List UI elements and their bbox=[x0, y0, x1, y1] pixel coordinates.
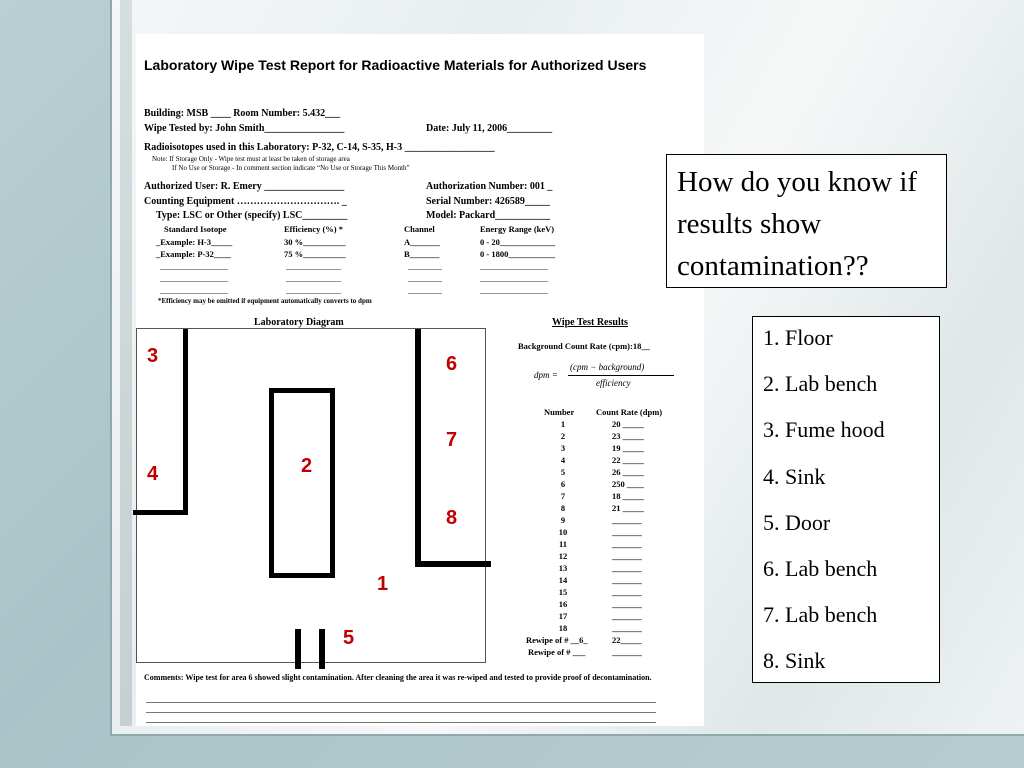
area-label-7: 7 bbox=[446, 429, 458, 451]
results-row-number: 18 bbox=[558, 623, 568, 633]
eff-row-channel: ________ bbox=[408, 261, 442, 271]
results-title: Wipe Test Results bbox=[552, 317, 628, 328]
results-row-number: 7 bbox=[560, 491, 566, 501]
results-row-value: _______ bbox=[612, 575, 642, 585]
eff-row-channel: ________ bbox=[408, 285, 442, 295]
eff-row-efficiency: 30 %__________ bbox=[284, 237, 346, 247]
results-row-value: _______ bbox=[612, 599, 642, 609]
background-count: Background Count Rate (cpm):18__ bbox=[518, 341, 650, 351]
results-row-value: _______ bbox=[612, 551, 642, 561]
results-row-number: 1 bbox=[560, 419, 566, 429]
results-row bbox=[548, 431, 644, 441]
eff-row-channel: ________ bbox=[408, 273, 442, 283]
eff-row-isotope: _Example: P-32____ bbox=[156, 249, 231, 259]
eff-row-energy: 0 - 1800___________ bbox=[480, 249, 556, 259]
comments-line bbox=[146, 712, 656, 713]
results-row-value: 22 _____ bbox=[612, 455, 644, 465]
formula-denominator: efficiency bbox=[596, 378, 631, 388]
eff-row-efficiency: _____________ bbox=[286, 273, 342, 283]
results-row-number: 16 bbox=[558, 599, 568, 609]
area-label-2: 2 bbox=[301, 455, 313, 477]
results-row-number: 3 bbox=[560, 443, 566, 453]
serial-number-line: Serial Number: 426589_____ bbox=[426, 196, 550, 207]
results-row-number: 14 bbox=[558, 575, 568, 585]
question-text: How do you know if results show contamination?? bbox=[677, 166, 918, 282]
area-label-6: 6 bbox=[446, 353, 458, 375]
eff-row-energy: ________________ bbox=[480, 273, 548, 283]
results-row bbox=[548, 527, 642, 537]
authorization-number-line: Authorization Number: 001 _ bbox=[426, 181, 553, 192]
area-label-1: 1 bbox=[377, 573, 389, 595]
eff-row-channel: B_______ bbox=[404, 249, 440, 259]
eff-header-channel: Channel bbox=[404, 224, 435, 234]
legend-item: 8. Sink bbox=[763, 648, 826, 674]
comments-line bbox=[146, 702, 656, 703]
results-row bbox=[548, 455, 644, 465]
eff-row-isotope: _Example: H-3_____ bbox=[156, 237, 233, 247]
fume-hood-wall bbox=[183, 329, 188, 515]
rewipe-label: Rewipe of # __6_ bbox=[526, 635, 588, 645]
results-row-value: 20 _____ bbox=[612, 419, 644, 429]
results-row bbox=[548, 563, 642, 573]
results-row-number: 11 bbox=[558, 539, 568, 549]
counting-equipment-line: Counting Equipment …………………………. _ bbox=[144, 196, 347, 207]
eff-row-channel: A_______ bbox=[404, 237, 440, 247]
results-row-value: 21 _____ bbox=[612, 503, 644, 513]
comments: Comments: Wipe test for area 6 showed slight contamination. After cleaning the area it was re-wiped and tested to provide proof of decontamination. bbox=[144, 673, 652, 682]
results-header-count: Count Rate (dpm) bbox=[596, 407, 663, 417]
model-line: Model: Packard___________ bbox=[426, 210, 551, 221]
legend-item: 7. Lab bench bbox=[763, 602, 878, 628]
rewipe-value: _______ bbox=[612, 647, 642, 657]
results-row-value: 26 _____ bbox=[612, 467, 644, 477]
sink-left-wall bbox=[133, 510, 188, 515]
building-line: Building: MSB ____ Room Number: 5.432___ bbox=[144, 108, 341, 119]
results-row bbox=[548, 479, 644, 489]
results-row-number: 9 bbox=[560, 515, 566, 525]
results-row-value: _______ bbox=[612, 611, 642, 621]
formula-numerator: (cpm − background) bbox=[570, 362, 645, 372]
results-row-number: 2 bbox=[560, 431, 566, 441]
results-row-value: _______ bbox=[612, 527, 642, 537]
results-row bbox=[548, 515, 642, 525]
eff-row-efficiency: _____________ bbox=[286, 285, 342, 295]
right-bench-wall bbox=[415, 329, 421, 567]
laboratory-diagram bbox=[136, 328, 486, 663]
efficiency-footnote: *Efficiency may be omitted if equipment automatically converts to dpm bbox=[158, 297, 372, 305]
area-label-8: 8 bbox=[446, 507, 458, 529]
results-row-value: 23 _____ bbox=[612, 431, 644, 441]
area-label-4: 4 bbox=[147, 463, 159, 485]
formula-fraction-bar bbox=[568, 375, 674, 376]
results-row-value: 19 _____ bbox=[612, 443, 644, 453]
area-label-3: 3 bbox=[147, 345, 159, 367]
eff-row-isotope: ________________ bbox=[160, 285, 228, 295]
legend-item: 2. Lab bench bbox=[763, 371, 878, 397]
legend-item: 3. Fume hood bbox=[763, 417, 885, 443]
date-line: Date: July 11, 2006_________ bbox=[426, 123, 553, 134]
storage-note-1: Note: If Storage Only - Wipe test must at least be taken of storage area bbox=[152, 155, 350, 163]
results-row bbox=[548, 443, 644, 453]
type-line: Type: LSC or Other (specify) LSC_________ bbox=[156, 210, 348, 221]
results-row-value: _______ bbox=[612, 623, 642, 633]
results-row bbox=[548, 575, 642, 585]
results-row bbox=[548, 611, 642, 621]
results-row bbox=[548, 467, 644, 477]
results-row bbox=[548, 599, 642, 609]
door-left bbox=[295, 629, 301, 669]
results-row-value: _______ bbox=[612, 563, 642, 573]
authorized-user-line: Authorized User: R. Emery ________________ bbox=[144, 181, 345, 192]
isotopes-line: Radioisotopes used in this Laboratory: P-32, C-14, S-35, H-3 __________________ bbox=[144, 142, 495, 153]
rewipe-value: 22_____ bbox=[612, 635, 642, 645]
results-row-number: 13 bbox=[558, 563, 568, 573]
wipe-tested-line: Wipe Tested by: John Smith________________ bbox=[144, 123, 345, 134]
legend-item: 5. Door bbox=[763, 509, 831, 535]
formula-lhs: dpm = bbox=[534, 370, 558, 380]
eff-row-energy: 0 - 20_____________ bbox=[480, 237, 556, 247]
results-row-number: 12 bbox=[558, 551, 568, 561]
comments-line bbox=[146, 722, 656, 723]
results-row-number: 6 bbox=[560, 479, 566, 489]
results-row bbox=[548, 587, 642, 597]
results-row bbox=[548, 623, 642, 633]
eff-header-isotope: Standard Isotope bbox=[164, 224, 227, 234]
results-row-number: 8 bbox=[560, 503, 566, 513]
eff-row-energy: ________________ bbox=[480, 285, 548, 295]
rewipe-label: Rewipe of # ___ bbox=[528, 647, 586, 657]
eff-row-efficiency: 75 %__________ bbox=[284, 249, 346, 259]
results-row-number: 15 bbox=[558, 587, 568, 597]
area-legend bbox=[752, 316, 940, 683]
wipe-test-report bbox=[136, 34, 704, 726]
eff-header-energy: Energy Range (keV) bbox=[480, 224, 555, 234]
legend-item: 1. Floor bbox=[763, 325, 833, 350]
results-row bbox=[548, 551, 642, 561]
sink-right-wall bbox=[415, 561, 491, 567]
eff-row-isotope: ________________ bbox=[160, 261, 228, 271]
results-row-number: 4 bbox=[560, 455, 566, 465]
eff-row-isotope: ________________ bbox=[160, 273, 228, 283]
results-row-number: 5 bbox=[560, 467, 566, 477]
results-row bbox=[548, 491, 644, 501]
results-row-value: _______ bbox=[612, 539, 642, 549]
door-right bbox=[319, 629, 325, 669]
report-title: Laboratory Wipe Test Report for Radioactive Materials for Authorized Users bbox=[144, 57, 647, 73]
results-row bbox=[548, 503, 644, 513]
eff-row-efficiency: _____________ bbox=[286, 261, 342, 271]
area-label-5: 5 bbox=[343, 627, 355, 649]
storage-note-2: If No Use or Storage - In comment section indicate “No Use or Storage This Month” bbox=[172, 164, 410, 172]
question-box bbox=[666, 154, 947, 288]
results-row-number: 10 bbox=[558, 527, 568, 537]
results-row bbox=[548, 419, 644, 429]
results-row-value: _______ bbox=[612, 587, 642, 597]
results-header-number: Number bbox=[544, 407, 575, 417]
results-row-value: 18 _____ bbox=[612, 491, 644, 501]
legend-item: 4. Sink bbox=[763, 463, 826, 489]
diagram-title: Laboratory Diagram bbox=[254, 317, 344, 328]
results-row bbox=[548, 539, 642, 549]
results-row-number: 17 bbox=[558, 611, 568, 621]
results-row-value: 250 ____ bbox=[612, 479, 644, 489]
legend-item: 6. Lab bench bbox=[763, 555, 878, 581]
eff-header-efficiency: Efficiency (%) * bbox=[284, 224, 344, 234]
results-row-value: _______ bbox=[612, 515, 642, 525]
center-lab-bench bbox=[269, 388, 335, 578]
eff-row-energy: ________________ bbox=[480, 261, 548, 271]
